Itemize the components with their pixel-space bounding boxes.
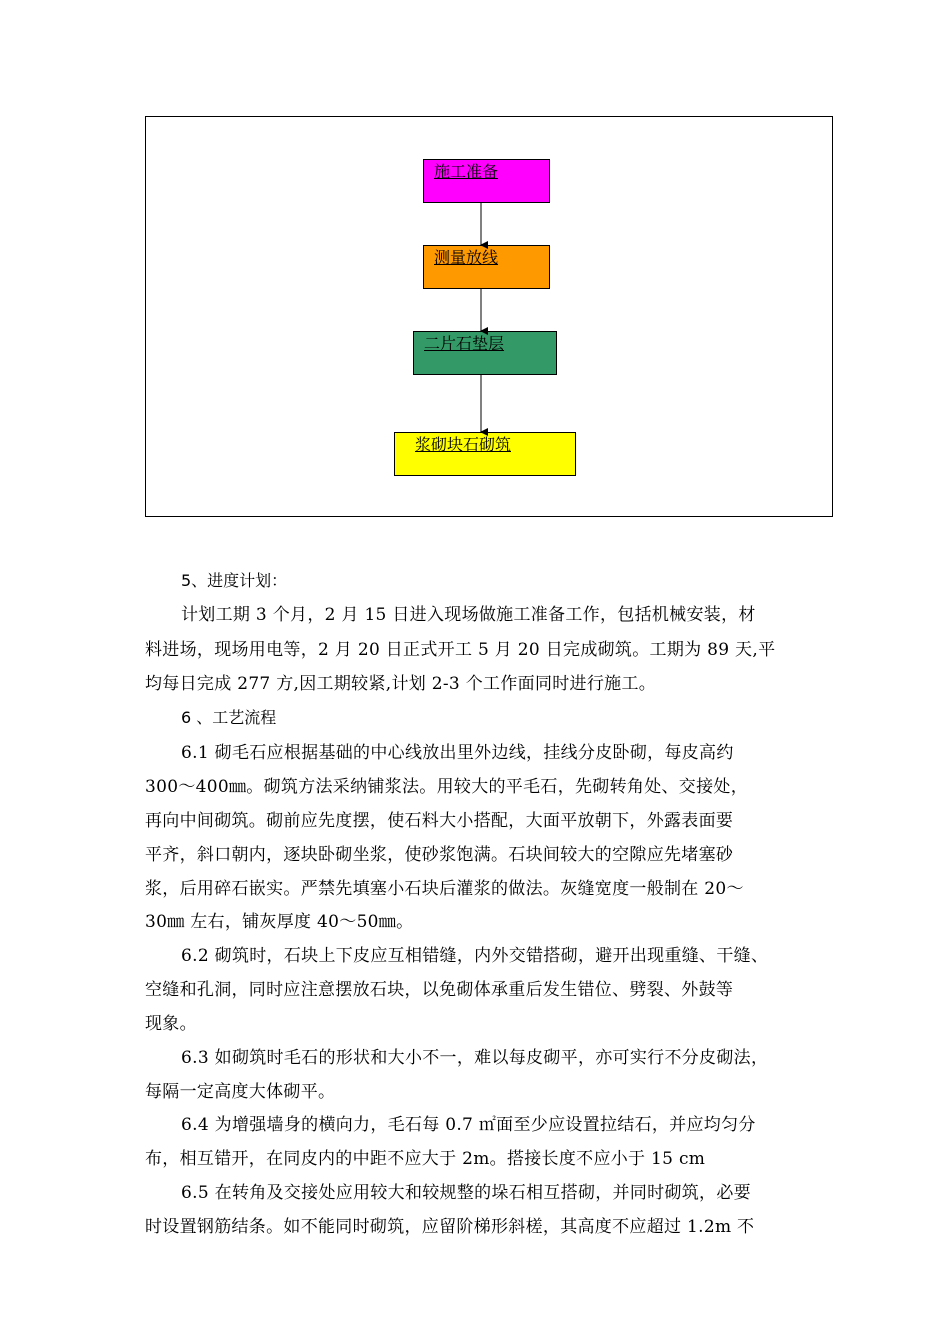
section6-line: 每隔一定高度大体砌平。 <box>145 1082 336 1102</box>
section6-line: 30㎜ 左右，铺灰厚度 40～50㎜。 <box>145 912 414 932</box>
section5-line: 料进场，现场用电等，2 月 20 日正式开工 5 月 20 日完成砌筑。工期为 89 天,平 <box>145 640 776 660</box>
section6-line: 浆，后用碎石嵌实。严禁先填塞小石块后灌浆的做法。灰缝宽度一般制在 20～ <box>145 879 744 899</box>
section6-heading: 6 、工艺流程 <box>181 708 277 727</box>
flow-step-survey-layout: 测量放线 <box>423 245 550 289</box>
section6-line: 再向中间砌筑。砌前应先度摆，使石料大小搭配，大面平放朝下，外露表面要 <box>145 811 734 831</box>
section6-line: 现象。 <box>145 1014 197 1034</box>
section6-line: 平齐，斜口朝内，逐块卧砌坐浆，使砂浆饱满。石块间较大的空隙应先堵塞砂 <box>145 845 734 865</box>
section6-line: 6.1 砌毛石应根据基础的中心线放出里外边线，挂线分皮卧砌，每皮高约 <box>181 743 734 763</box>
flow-step-stone-cushion: 二片石垫层 <box>413 331 557 375</box>
section6-line: 6.2 砌筑时，石块上下皮应互相错缝，内外交错搭砌，避开出现重缝、干缝、 <box>181 946 769 966</box>
section6-line: 时设置钢筋结条。如不能同时砌筑，应留阶梯形斜槎，其高度不应超过 1.2m 不 <box>145 1217 755 1237</box>
flow-step-masonry: 浆砌块石砌筑 <box>394 432 576 476</box>
section5-line: 均每日完成 277 方,因工期较紧,计划 2-3 个工作面同时进行施工。 <box>145 674 657 694</box>
section6-line: 6.5 在转角及交接处应用较大和较规整的垛石相互搭砌，并同时砌筑，必要 <box>181 1183 751 1203</box>
section6-line: 300～400㎜。砌筑方法采纳铺浆法。用较大的平毛石，先砌转角处、交接处， <box>145 777 748 797</box>
section6-line: 布，相互错开，在同皮内的中距不应大于 2m。搭接长度不应小于 15 cm <box>145 1149 706 1169</box>
section5-heading: 5、进度计划： <box>181 571 288 590</box>
section6-line: 6.3 如砌筑时毛石的形状和大小不一，难以每皮砌平，亦可实行不分皮砌法， <box>181 1048 769 1068</box>
section6-line: 6.4 为增强墙身的横向力，毛石每 0.7 ㎡面至少应设置拉结石，并应均匀分 <box>181 1115 756 1135</box>
section5-line: 计划工期 3 个月，2 月 15 日进入现场做施工准备工作，包括机械安装，材 <box>181 605 756 625</box>
flow-step-construction-prep: 施工准备 <box>423 159 550 203</box>
section6-line: 空缝和孔洞，同时应注意摆放石块，以免砌体承重后发生错位、劈裂、外鼓等 <box>145 980 734 1000</box>
